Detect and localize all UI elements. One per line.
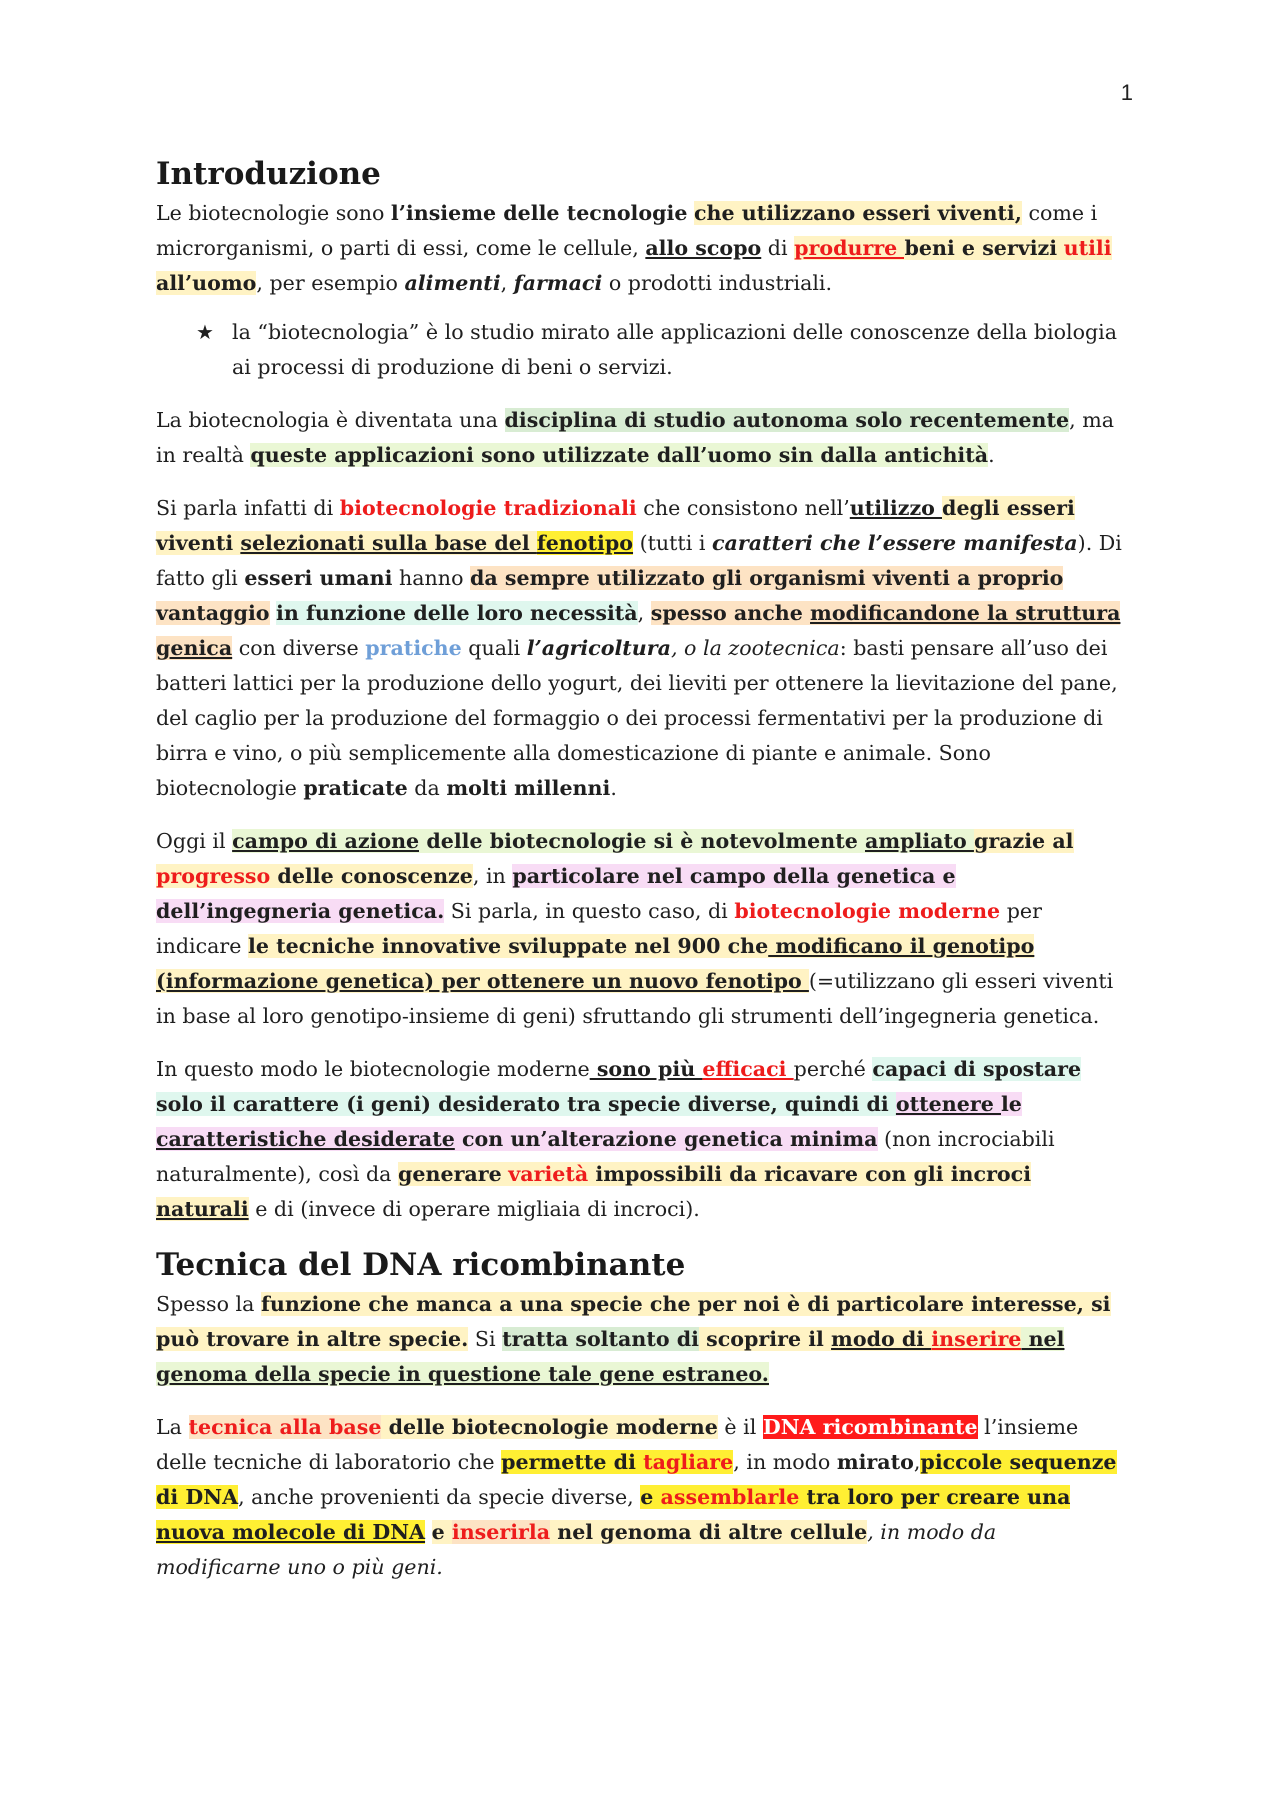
star-bullet-icon: ★ — [196, 320, 214, 344]
document-content — [156, 154, 1124, 1603]
paragraph-efficacia: In questo modo le biotecnologie moderne sono più efficaci perché capaci di spostare solo il carattere (i geni) desiderato tra specie diverse, quindi di ottenere le caratteristiche desiderate con un’alterazione genetica minima (non incrociabili naturalmente), così da generare varietà impossibili da ricavare con gli incroci naturali e di (invece di operare migliaia di incroci). — [156, 1057, 1082, 1221]
paragraph-biotecnologie-moderne: Oggi il campo di azione delle biotecnologie si è notevolmente ampliato grazie al progresso delle conoscenze, in particolare nel campo della genetica e dell’ingegneria genetica. Si parla, in questo caso, di biotecnologie moderne per indicare le tecniche innovative sviluppate nel 900 che modificano il genotipo (informazione genetica) per ottenere un nuovo fenotipo (=utilizzano gli esseri viventi in base al loro genotipo-insieme di geni) sfruttando gli strumenti dell’ingegneria genetica. — [156, 829, 1114, 1028]
section-title-dna-ricombinante: Tecnica del DNA ricombinante — [156, 1247, 686, 1283]
paragraph-biotecnologie-tradizionali: Si parla infatti di biotecnologie tradizionali che consistono nell’utilizzo degli esseri viventi selezionati sulla base del fenotipo (tutti i caratteri che l’essere manifesta). Di fatto gli esseri umani hanno da sempre utilizzato gli organismi viventi a proprio vantaggio in funzione delle loro necessità, spesso anche modificandone la struttura genica con diverse pratiche quali l’agricoltura, o la zootecnica: basti pensare all’uso dei batteri lattici per la produzione dello yogurt, dei lieviti per ottenere la lievitazione del pane, del caglio per la produzione del formaggio o dei processi fermentativi per la produzione di birra e vino, o più semplicemente alla domesticazione di piante e animale. Sono biotecnologie praticate da molti millenni. — [156, 496, 1122, 800]
bullet-text: la “biotecnologia” è lo studio mirato alle applicazioni delle conoscenze della biologia ai processi di produzione di beni o servizi. — [232, 320, 1118, 379]
paragraph-tecnica-dna: La tecnica alla base delle biotecnologie moderne è il DNA ricombinante l’insieme delle tecniche di laboratorio che permette di tagliare, in modo mirato,piccole sequenze di DNA, anche provenienti da specie diverse, e assemblarle tra loro per creare una nuova molecole di DNA e inserirla nel genoma di altre cellule, in modo da modificarne uno o più geni. — [156, 1415, 1117, 1579]
page-number: 1 — [1120, 80, 1133, 105]
section-title-introduzione: Introduzione — [156, 156, 381, 192]
paragraph-disciplina: La biotecnologia è diventata una disciplina di studio autonoma solo recentemente, ma in realtà queste applicazioni sono utilizzate dall’uomo sin dalla antichità. — [156, 408, 1115, 467]
paragraph-funzione-mancante: Spesso la funzione che manca a una specie che per noi è di particolare interesse, si può trovare in altre specie. Si tratta soltanto di scoprire il modo di inserire nel genoma della specie in questione tale gene estraneo. — [156, 1292, 1111, 1386]
bullet-item-biotecnologia — [196, 315, 1124, 385]
paragraph-intro-definition: Le biotecnologie sono l’insieme delle tecnologie che utilizzano esseri viventi, come i microrganismi, o parti di essi, come le cellule, allo scopo di produrre beni e servizi utili all’uomo, per esempio alimenti, farmaci o prodotti industriali. — [156, 201, 1112, 295]
